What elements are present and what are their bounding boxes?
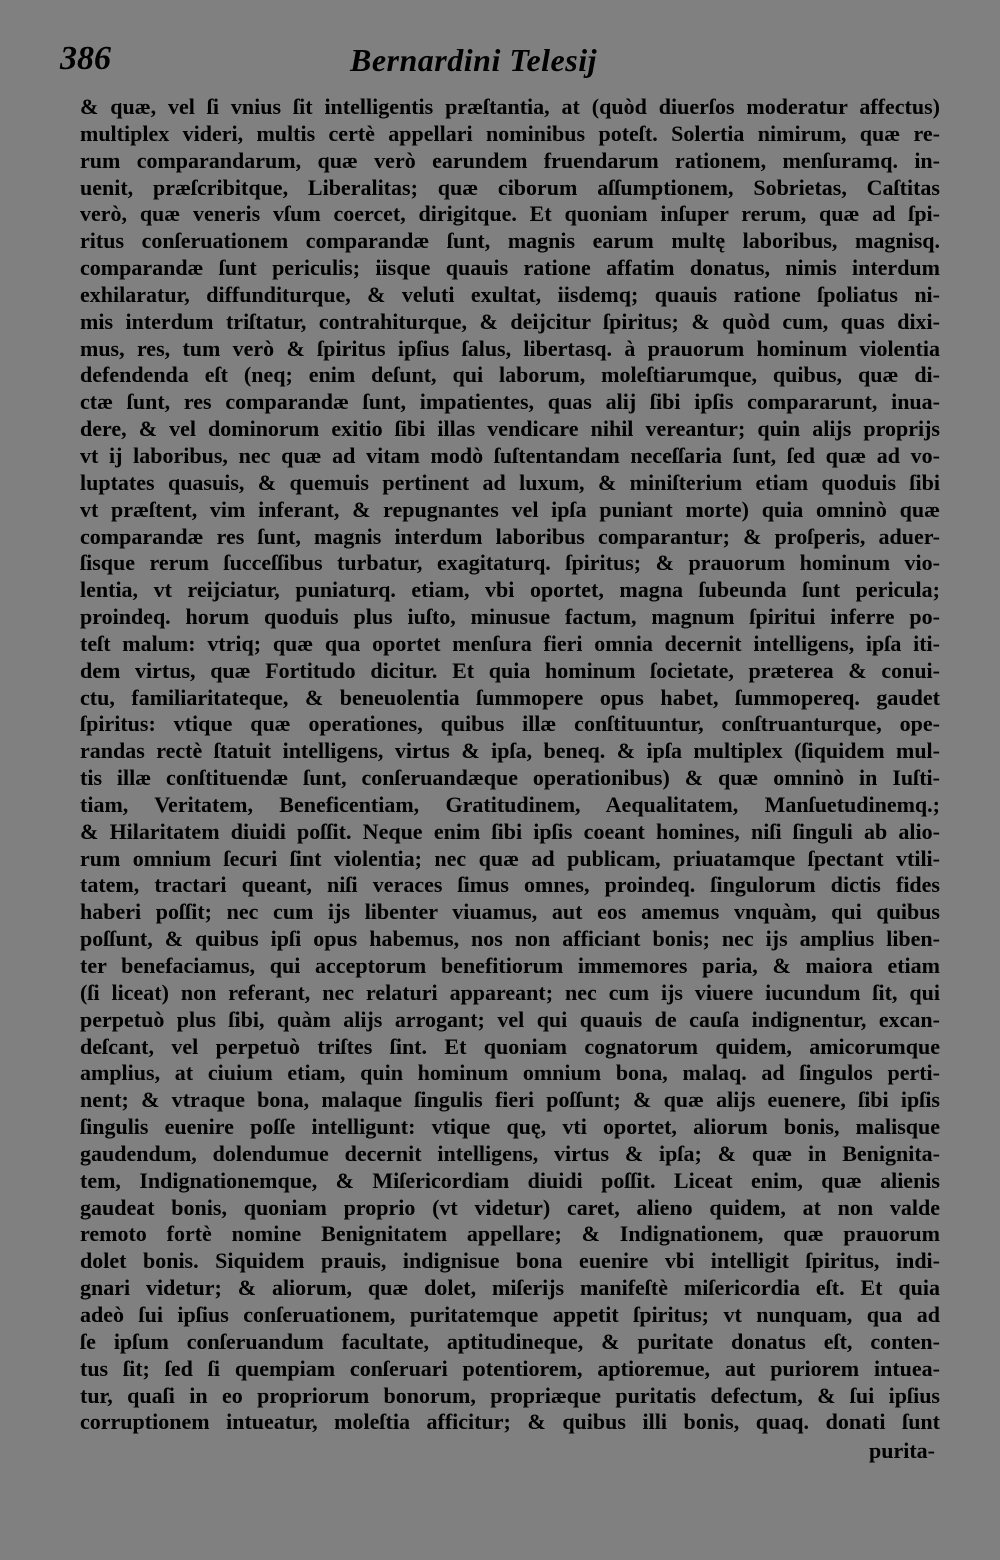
- text-line: corruptionem intueatur, moleſtia afficitur; & quibus illi bonis, quaq. donati ſunt: [80, 1409, 940, 1435]
- text-line: perpetuò plus ſibi, quàm alijs arrogant; vel qui quauis de cauſa indignentur, excan-: [80, 1006, 940, 1032]
- text-line: haberi poſſit; nec cum ijs libenter viuamus, aut eos amemus vnquàm, qui quibus: [80, 899, 940, 925]
- text-line: defendenda eſt (neq; enim deſunt, qui laborum, moleſtiarumque, quibus, quæ di-: [80, 362, 940, 388]
- text-line: gaudendum, dolendumue decernit intelligens, virtus & ipſa; & quæ in Benignita-: [80, 1140, 940, 1166]
- text-line: rum omnium ſecuri ſint violentia; nec quæ ad publicam, priuatamque ſpectant vtili-: [80, 845, 940, 871]
- text-line: adeò ſui ipſius conſeruationem, puritatemque appetit ſpiritus; vt nunquam, qua ad: [80, 1301, 940, 1327]
- text-line: proindeq. horum quoduis plus iuſto, minusue factum, magnum ſpiritui inferre po-: [80, 604, 940, 630]
- text-line: (ſi liceat) non referant, nec relaturi appareant; nec cum ijs viuere iucundum ſit, qui: [80, 979, 940, 1005]
- text-line: vt ij laboribus, nec quæ ad vitam modò ſuſtentandam neceſſaria ſunt, ſed quæ ad vo-: [80, 442, 940, 468]
- text-line: tem, Indignationemque, & Miſericordiam diuidi poſſit. Liceat enim, quæ alienis: [80, 1167, 940, 1193]
- text-line: dere, & vel dominorum exitio ſibi illas vendicare nihil vereantur; quin alijs proprijs: [80, 416, 940, 442]
- text-line: dem virtus, quæ Fortitudo dicitur. Et quia hominum ſocietate, præterea & conui-: [80, 657, 940, 683]
- text-line: mus, res, tum verò & ſpiritus ipſius ſalus, libertasq. à prauorum hominum violentia: [80, 335, 940, 361]
- text-line: poſſunt, & quibus ipſi opus habemus, nos non afficiant bonis; nec ijs amplius liben-: [80, 926, 940, 952]
- text-line: ſpiritus: vtique quæ operationes, quibus illæ conſtituuntur, conſtruanturque, ope-: [80, 711, 940, 737]
- text-line: ſingulis euenire poſſe intelligunt: vtique quę, vti oportet, aliorum bonis, malisque: [80, 1114, 940, 1140]
- text-line: ritus conſeruationem comparandæ ſunt, magnis earum multę laboribus, magnisq.: [80, 228, 940, 254]
- text-line: comparandæ ſunt periculis; iisque quauis ratione affatim donatus, nimis interdum: [80, 255, 940, 281]
- text-line: remoto fortè nomine Benignitatem appellare; & Indignationem, quæ prauorum: [80, 1221, 940, 1247]
- text-line: gaudeat bonis, quoniam proprio (vt videtur) caret, alieno quidem, at non valde: [80, 1194, 940, 1220]
- catchword: purita-: [869, 1438, 935, 1463]
- text-line: exhilaratur, diffunditurque, & veluti exultat, iisdemq; quauis ratione ſpoliatus ni-: [80, 281, 940, 307]
- text-line: tis illæ conſtituendæ ſunt, conſeruandæque operationibus) & quæ omninò in Iuſti-: [80, 765, 940, 791]
- text-line: ſisque rerum ſucceſſibus turbatur, exagitaturq. ſpiritus; & prauorum hominum vio-: [80, 550, 940, 576]
- text-line: ctæ ſunt, res comparandæ ſunt, impatientes, quas alij ſibi ipſis compararunt, inua-: [80, 389, 940, 415]
- text-line: lentia, vt reijciatur, puniaturq. etiam, vbi oportet, magna ſubeunda ſunt pericula;: [80, 577, 940, 603]
- text-line: & Hilaritatem diuidi poſſit. Neque enim ſibi ipſis coeant homines, niſi ſinguli ab alio-: [80, 818, 940, 844]
- text-line: verò, quæ veneris vſum coercet, dirigitque. Et quoniam inſuper rerum, quæ ad ſpi-: [80, 201, 940, 227]
- text-line: mis interdum triſtatur, contrahiturque, & deijcitur ſpiritus; & quòd cum, quas dixi-: [80, 308, 940, 334]
- text-line: amplius, at ciuium etiam, quin hominum omnium bona, malaq. ad ſingulos perti-: [80, 1060, 940, 1086]
- text-line: & quæ, vel ſi vnius ſit intelligentis præſtantia, at (quòd diuerſos moderatur affectus): [80, 94, 940, 119]
- text-line: ſe ipſum conſeruandum facultate, aptitudineque, & puritate donatus eſt, conten-: [80, 1328, 940, 1354]
- text-line: ter benefaciamus, qui acceptorum benefitiorum immemores paria, & maiora etiam: [80, 953, 940, 978]
- text-line: ctu, familiaritateque, & beneuolentia ſummopere opus habet, ſummopereq. gaudet: [80, 684, 940, 710]
- text-line: uenit, præſcribitque, Liberalitas; quæ ciborum aſſumptionem, Sobrietas, Caſtitas: [80, 174, 940, 200]
- page-header: [60, 40, 940, 90]
- text-line: tatem, tractari queant, niſi veraces ſimus omnes, proindeq. ſingulorum dictis fides: [80, 872, 940, 898]
- text-line: nent; & vtraque bona, malaque ſingulis fieri poſſunt; & quæ alijs euenere, ſibi ipſis: [80, 1087, 940, 1113]
- body-text: [80, 94, 940, 1436]
- text-line: multiplex videri, multis certè appellari nominibus poteſt. Solertia nimirum, quæ re-: [80, 120, 940, 146]
- text-line: teſt malum: vtriq; quæ qua oportet menſura fieri omnia decernit intelligens, ipſa iti-: [80, 630, 940, 656]
- page-number: 386: [60, 40, 111, 77]
- text-line: vt præſtent, vim inferant, & repugnantes vel ipſa puniant morte) quia omninò quæ: [80, 496, 940, 522]
- text-line: gnari videtur; & aliorum, quæ dolet, miſerijs manifeſtè miſericordia eſt. Et quia: [80, 1275, 940, 1301]
- running-title: Bernardini Telesij: [350, 42, 597, 78]
- text-line: tus ſit; ſed ſi quempiam conſeruari potentiorem, aptioremue, aut puriorem intuea-: [80, 1355, 940, 1381]
- text-line: deſcant, vel perpetuò triſtes ſint. Et quoniam cognatorum quidem, amicorumque: [80, 1033, 940, 1059]
- text-line: luptates quasuis, & quemuis pertinent ad luxum, & miniſterium etiam quoduis ſibi: [80, 469, 940, 495]
- text-line: tur, quaſi in eo propriorum bonorum, propriæque puritatis defectum, & ſui ipſius: [80, 1382, 940, 1408]
- text-line: comparandæ res ſunt, magnis interdum laboribus comparantur; & proſperis, aduer-: [80, 523, 940, 549]
- text-line: dolet bonis. Siquidem prauis, indignisue bona euenire vbi intelligit ſpiritus, indi-: [80, 1248, 940, 1274]
- text-line: tiam, Veritatem, Beneficentiam, Gratitudinem, Aequalitatem, Manſuetudinemq.;: [80, 791, 940, 817]
- text-line: rum comparandarum, quæ verò earundem fruendarum rationem, menſuramq. in-: [80, 147, 940, 173]
- text-line: randas rectè ſtatuit intelligens, virtus & ipſa, beneq. & ipſa multiplex (ſiquidem mul-: [80, 738, 940, 764]
